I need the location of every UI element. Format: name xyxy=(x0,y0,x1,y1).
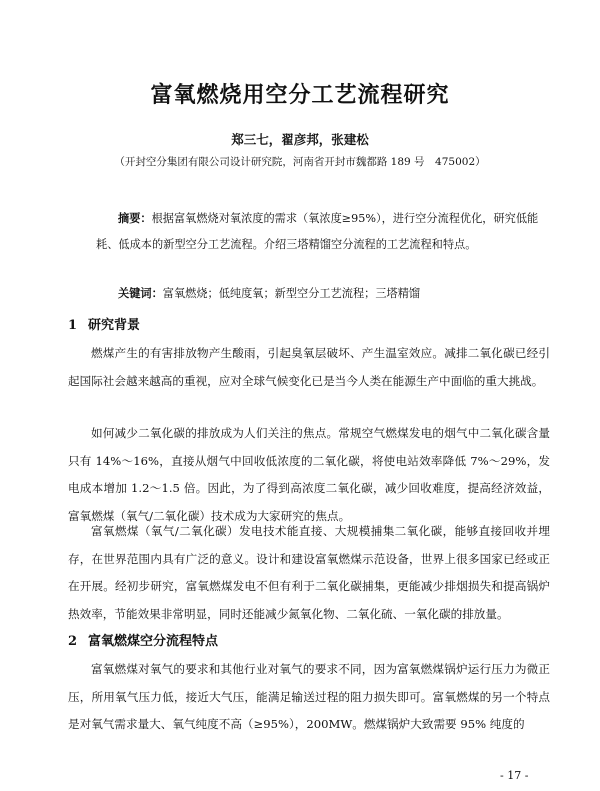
body-paragraph: 燃煤产生的有害排放物产生酸雨，引起臭氧层破坏、产生温室效应。减排二氧化碳已经引起国际社会越来越高的重视，应对全球气候变化已是当今人类在能源生产中面临的重大挑战。 xyxy=(68,346,550,388)
paper-title: 富氧燃烧用空分工艺流程研究 xyxy=(150,82,450,108)
section-heading xyxy=(68,630,218,649)
section-number: 1 xyxy=(68,318,78,333)
affiliation: （开封空分集团有限公司设计研究院，河南省开封市魏都路 189 号 475002） xyxy=(114,156,486,168)
abstract-label: 摘要： xyxy=(118,211,152,225)
abstract xyxy=(96,205,551,258)
page-number: - 17 - xyxy=(500,769,529,782)
body-paragraph: 富氧燃煤对氧气的要求和其他行业对氧气的要求不同，因为富氧燃煤锅炉运行压力为微正压，所用氧气压力低，接近大气压，能满足输送过程的阻力损失即可。富氧燃煤的另一个特点是对氧气需求量大、氧气纯度不高（≥95%），200MW。燃煤锅炉大致需要 95% 纯度的 xyxy=(68,662,550,731)
section-title: 研究背景 xyxy=(88,318,141,333)
keywords xyxy=(118,283,558,304)
section-heading xyxy=(68,314,140,333)
body-paragraph: 如何减少二氧化碳的排放成为人们关注的焦点。常规空气燃煤发电的烟气中二氧化碳含量只有 14%～16%，直接从烟气中回收低浓度的二氧化碳，将使电站效率降低 7%～29%，发电成本增加 1.2～1.5 倍。因此，为了得到高浓度二氧化碳，减少回收难度，提高经济效益，富氧燃煤（氧气/二氧化碳）技术成为大家研究的焦点。 xyxy=(68,426,550,523)
body-paragraph: 富氧燃煤（氧气/二氧化碳）发电技术能直接、大规模捕集二氧化碳，能够直接回收并埋存，在世界范围内具有广泛的意义。设计和建设富氧燃煤示范设备，世界上很多国家已经或正在开展。经初步研究，富氧燃煤发电不但有利于二氧化碳捕集，更能减少排烟损失和提高锅炉热效率，节能效果非常明显，同时还能减少氮氧化物、二氧化硫、一氧化碳的排放量。 xyxy=(68,524,550,621)
abstract-text: 根据富氧燃烧对氧浓度的需求（氧浓度≥95%），进行空分流程优化，研究低能耗、低成本的新型空分工艺流程。介绍三塔精馏空分流程的工艺流程和特点。 xyxy=(96,212,539,251)
keywords-text: 富氧燃烧；低纯度氧；新型空分工艺流程；三塔精馏 xyxy=(162,287,421,300)
authors: 郑三七，翟彦邦，张建松 xyxy=(231,132,369,147)
section-number: 2 xyxy=(68,634,78,649)
section-title: 富氧燃煤空分流程特点 xyxy=(88,634,219,649)
keywords-label: 关键词： xyxy=(118,286,163,300)
